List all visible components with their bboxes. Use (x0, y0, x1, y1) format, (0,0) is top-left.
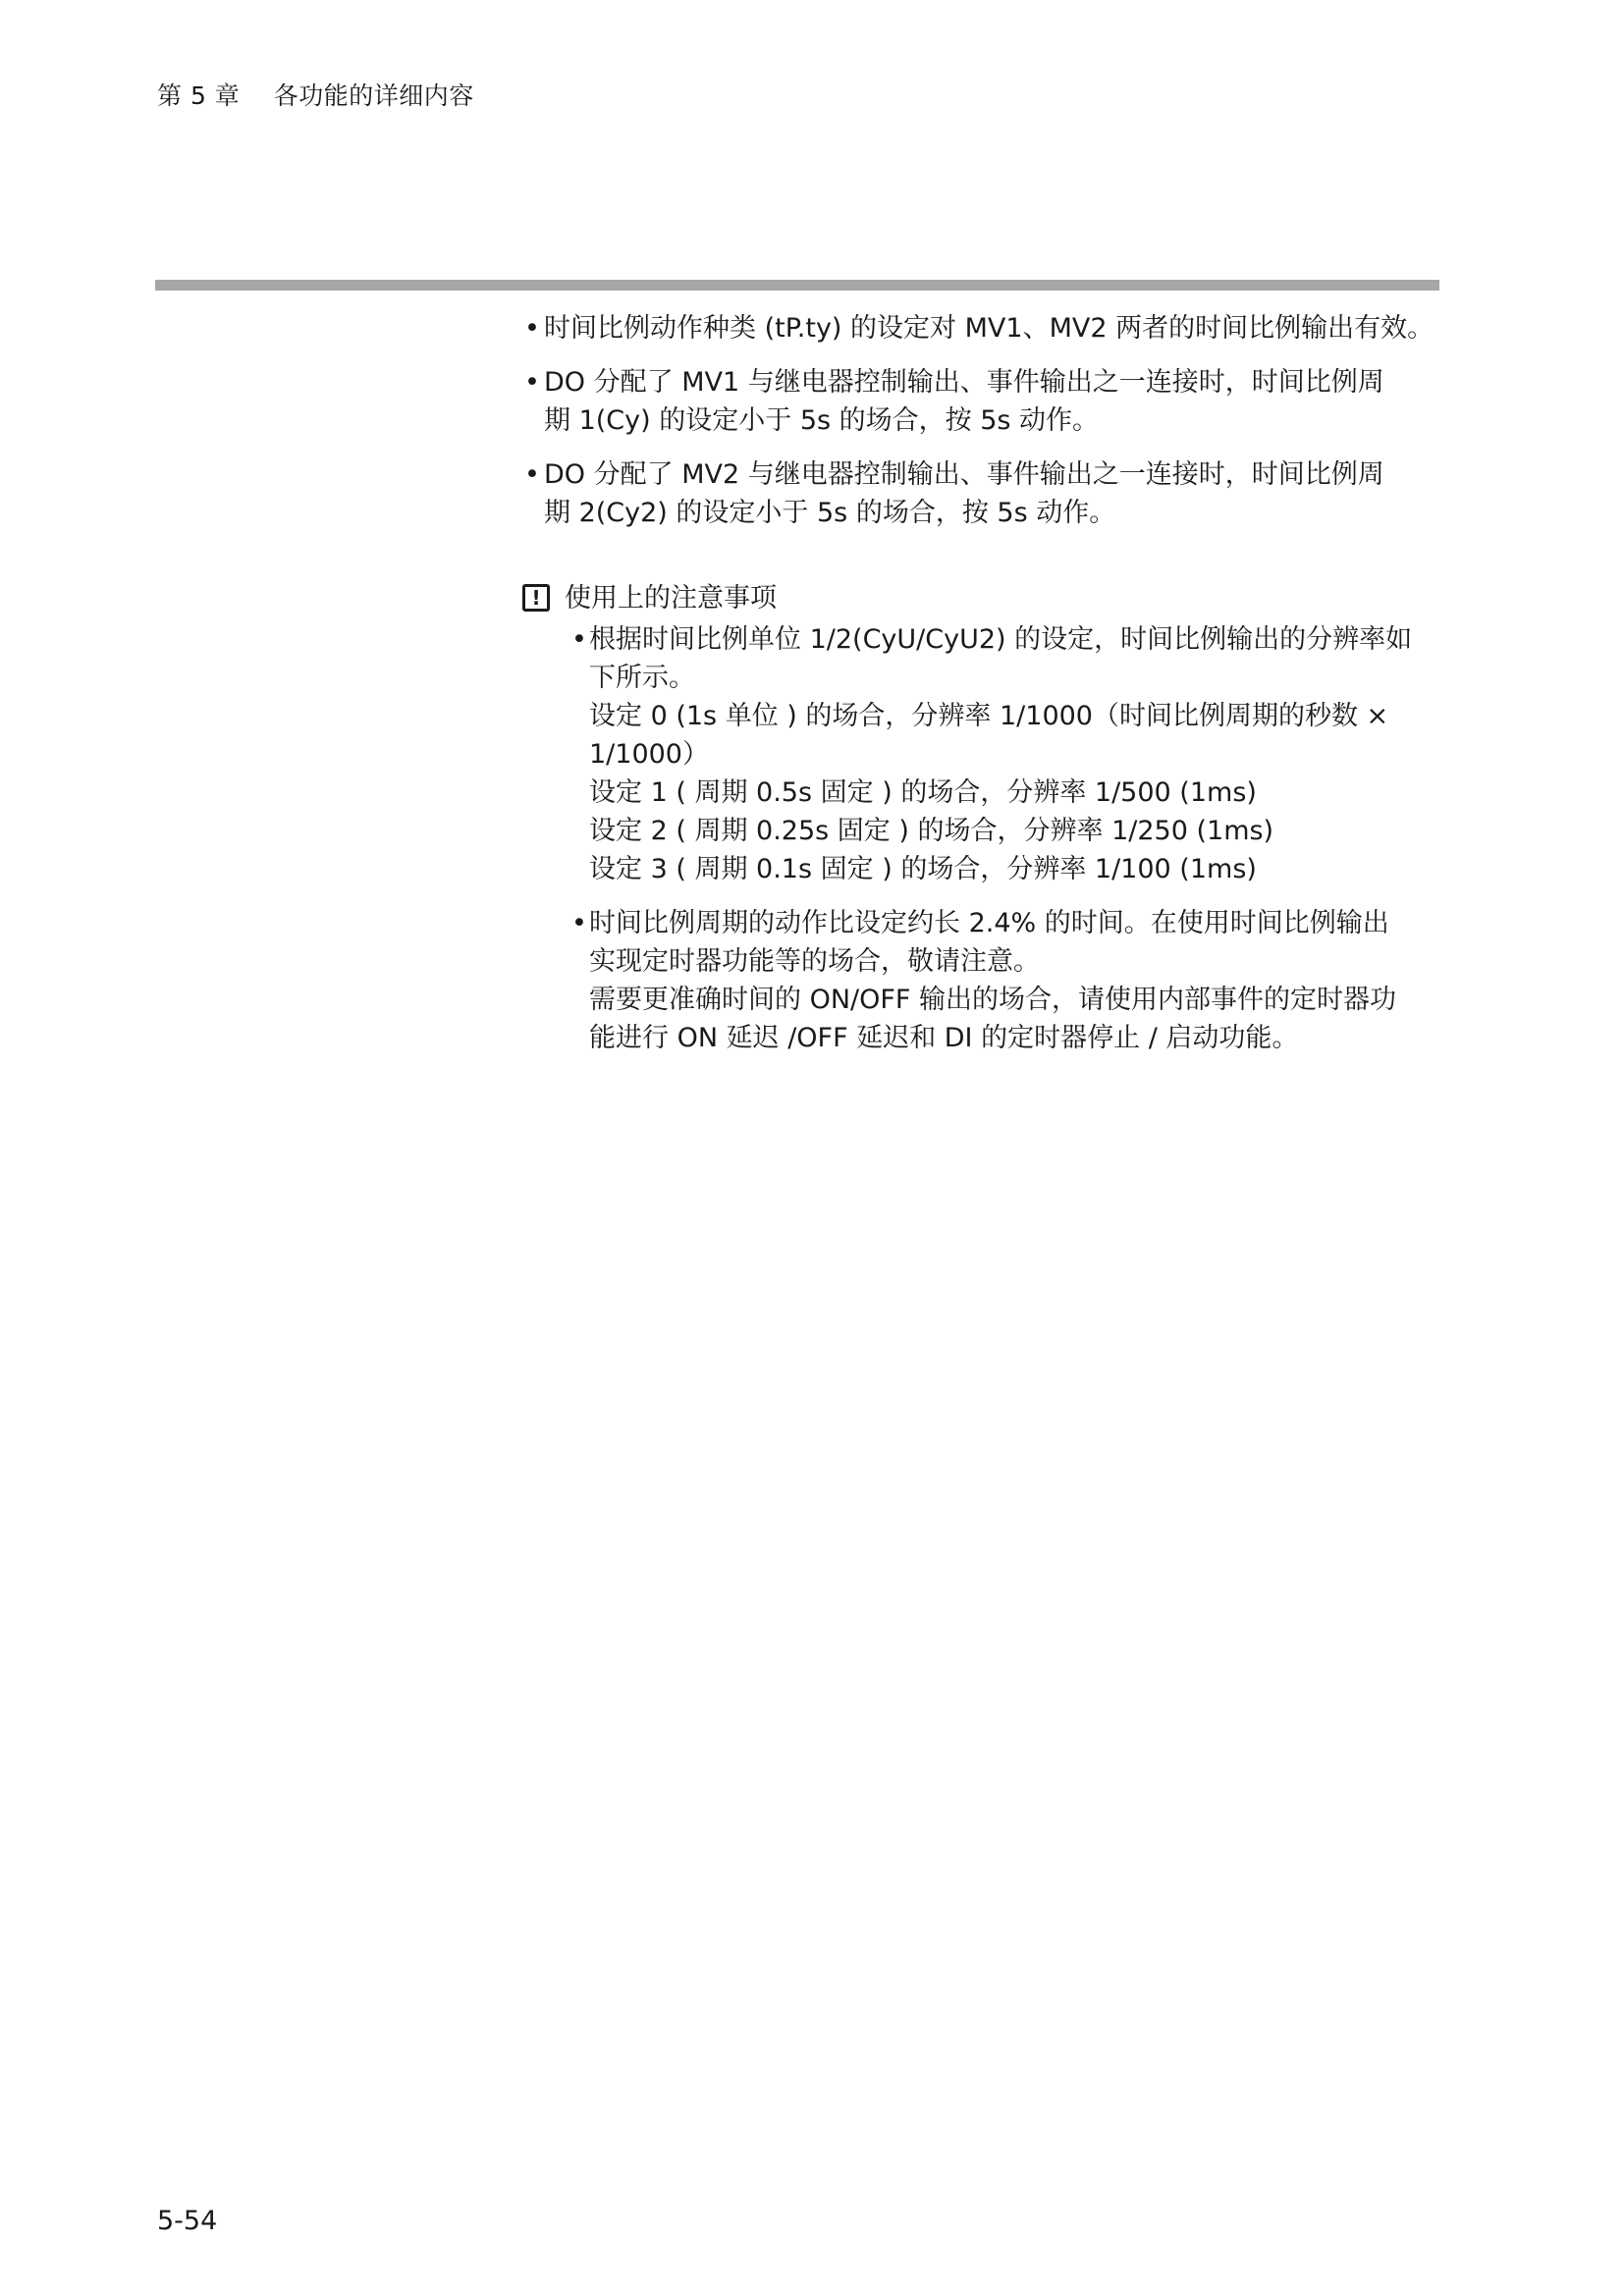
text-line: 设定 1 ( 周期 0.5s 固定 ) 的场合，分辨率 1/500 (1ms) (589, 777, 1257, 808)
text-line: 1/1000） (589, 739, 709, 770)
chapter-header (157, 77, 474, 112)
section-divider (155, 280, 1439, 291)
text-line: 实现定时器功能等的场合，敬请注意。 (589, 946, 1040, 977)
main-content (520, 309, 1448, 1073)
text-line: 设定 0 (1s 单位 ) 的场合，分辨率 1/1000（时间比例周期的秒数 × (589, 701, 1389, 731)
chapter-number: 第 5 章 (157, 81, 241, 110)
text-line: • DO 分配了 MV2 与继电器控制输出、事件输出之一连接时，时间比例周 (544, 459, 1384, 490)
notice-body (520, 620, 1448, 1057)
list-item (520, 455, 1448, 532)
caution-icon: ! (522, 584, 550, 612)
page-number: 5-54 (157, 2206, 218, 2236)
notice-title: 使用上的注意事项 (565, 583, 777, 614)
text-line: • 时间比例周期的动作比设定约长 2.4% 的时间。在使用时间比例输出 (589, 908, 1389, 938)
text-line: 设定 2 ( 周期 0.25s 固定 ) 的场合，分辨率 1/250 (1ms) (589, 816, 1274, 846)
text-line: 设定 3 ( 周期 0.1s 固定 ) 的场合，分辨率 1/100 (1ms) (589, 854, 1257, 884)
list-item (520, 309, 1448, 347)
list-item (568, 620, 1448, 888)
text-line: 能进行 ON 延迟 /OFF 延迟和 DI 的定时器停止 / 启动功能。 (589, 1023, 1299, 1053)
text-line: • DO 分配了 MV1 与继电器控制输出、事件输出之一连接时，时间比例周 (544, 367, 1384, 398)
notice-heading (520, 579, 1448, 618)
text-line: 下所示。 (589, 663, 695, 693)
text-line: • 时间比例动作种类 (tP.ty) 的设定对 MV1、MV2 两者的时间比例输出有效。 (544, 313, 1435, 344)
list-item (568, 904, 1448, 1057)
text-line: 需要更准确时间的 ON/OFF 输出的场合，请使用内部事件的定时器功 (589, 985, 1397, 1015)
chapter-title: 各功能的详细内容 (273, 81, 474, 110)
list-item (520, 363, 1448, 440)
text-line: 期 1(Cy) 的设定小于 5s 的场合，按 5s 动作。 (544, 405, 1100, 436)
text-line: • 根据时间比例单位 1/2(CyU/CyU2) 的设定，时间比例输出的分辨率如 (589, 624, 1413, 655)
text-line: 期 2(Cy2) 的设定小于 5s 的场合，按 5s 动作。 (544, 498, 1116, 528)
